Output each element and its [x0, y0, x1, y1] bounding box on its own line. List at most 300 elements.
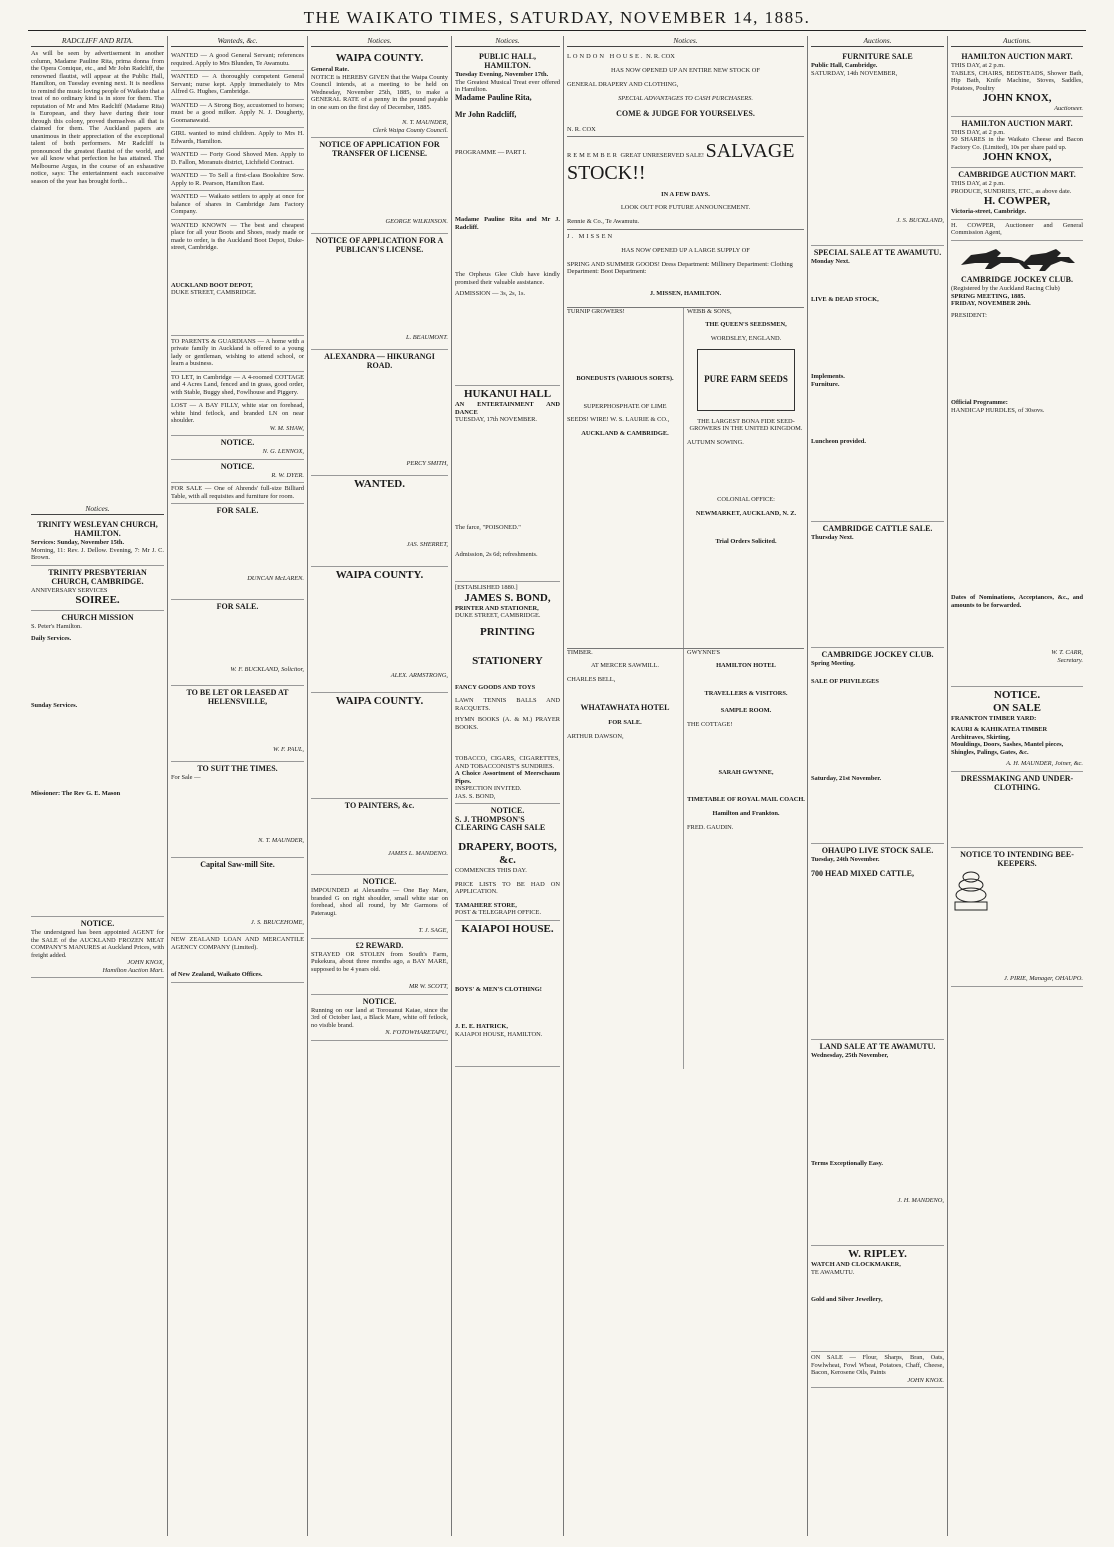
ad-title: NOTICE. [993, 688, 1041, 701]
ad-subtitle: J. E. E. HATRICK, [455, 1023, 508, 1030]
ad-title: WEBB & SONS, [687, 307, 732, 315]
ad-subtitle: Services: Sunday, November 15th. [31, 539, 125, 546]
ad-laurie [567, 308, 684, 648]
article-body: As will be seen by advertisement in another column, Madame Pauline Rita, prima donna from the Opera Comique, etc., and Mr John Radcliff, the renowned flautist, will appear at the Public Hall, Hamilton, on Tuesday evening next. It is needless to remind the music loving people of Waikato that a treat of no ordinary kind is in store for them. The reputation of Mr and Mrs Radcliff (Madame Rita) is European, and they have during their tour through this colony, proved themselves all that is claimed for them. The Auckland papers are unanimous in their appreciation of the exceptional talent of both performers. Mr Radcliff is pronounced the greatest flautist of the world, and we all know what perfection he has attained. The Melbourne Argus, in the course of an exhaustive notice, says: The entertainment each successive season of the year has brought forth... [31, 50, 164, 185]
ad-subtitle: POST & TELEGRAPH OFFICE. [455, 909, 542, 916]
ad-subtitle: BONEDUSTS (VARIOUS SORTS). [576, 375, 674, 383]
ad-signature: N. G. LENNOX, [262, 448, 304, 455]
ad-signature: PERCY SMITH, [406, 460, 448, 467]
ad-title: TO BE LET OR LEASED AT HELENSVILLE, [186, 688, 289, 706]
ad-cambridge-mart [951, 168, 1083, 220]
column-heading: Notices. [567, 36, 804, 47]
ad-title: LONDON HOUSE. [567, 53, 645, 60]
ad-text: PRODUCE, SUNDRIES, ETC., as above date. [951, 187, 1072, 195]
ad-signature: N. T. MAUNDER, [258, 836, 304, 844]
ad-notice [171, 436, 304, 460]
ad-signature: R. W. DYER. [271, 471, 304, 479]
ad-subtitle: Monday Next. [811, 258, 850, 265]
ad-title: SALVAGE STOCK!! [567, 140, 795, 185]
column-1 [28, 36, 168, 1536]
ad-subtitle: IN A FEW DAYS. [661, 190, 710, 198]
ad-impounded [311, 875, 448, 939]
ad-subtitle: S. J. THOMPSON'S [455, 815, 525, 824]
column-heading: Auctions. [811, 36, 944, 47]
ad-parents [171, 336, 304, 372]
ad-text: The farce, "POISONED." [455, 523, 521, 531]
ad-signature: JAS. SHERRET, [406, 541, 448, 548]
ad-text: WANTED — Forty Good Shoved Men. Apply to D. Fallon, Moranuis district, Lichfield Contract. [171, 151, 304, 166]
ad-mart-2 [951, 117, 1083, 169]
ad-title: J. MISSEN [567, 232, 615, 240]
ad-signature: Hamilton Auction Mart. [102, 966, 164, 974]
ad-notice [171, 460, 304, 484]
ad-subtitle: DUKE STREET, CAMBRIDGE. [455, 612, 541, 619]
column-heading: RADCLIFF AND RITA. [31, 36, 164, 47]
ad-subtitle: SARAH GWYNNE, [718, 768, 774, 776]
ad-subtitle: Architraves, Skirting, [951, 733, 1011, 741]
ad-rennie [567, 137, 804, 230]
ad-alexandra-road [311, 350, 448, 476]
ad-signature: JAS. S. BOND, [455, 792, 496, 800]
ad-highlight: SEEDS! [567, 416, 589, 424]
ad-text: The Greatest Musical Treat ever offered in Hamilton. [455, 78, 560, 93]
ad-subtitle: Mouldings, Doors, Sashes, Mantel pieces, [951, 741, 1064, 748]
column-heading: Wanteds, &c. [171, 36, 304, 47]
ad-signature: J. PIRIE, Manager, OHAUPO. [1004, 975, 1083, 982]
ad-highlight: Millinery Department: [711, 260, 769, 268]
ad-text: COME & JUDGE FOR YOURSELVES. [616, 109, 755, 119]
ad-text: Running on our land at Torouanui Kaiae, since the 3rd of October last, a Black Mare, white off fetlock, no visible brand. [311, 1006, 448, 1029]
ad-subtitle: 700 HEAD MIXED CATTLE, [811, 868, 914, 878]
ad-subtitle: SALE OF PRIVILEGES [811, 677, 879, 685]
racehorse-icon [951, 243, 1079, 273]
ad-title: CAMBRIDGE JOCKEY CLUB. [961, 275, 1073, 284]
ad-text: WANTED — A Strong Boy, accustomed to horses; must be a good milker. Apply N. J. Dougherty, Goomanawaid. [171, 101, 304, 124]
ad-sawmill [171, 858, 304, 934]
ad-subtitle: General Rate. [311, 66, 349, 73]
ad-special-sale [811, 246, 944, 522]
ad-title: OHAUPO LIVE STOCK SALE. [821, 846, 934, 855]
ad-subtitle: Saturday, 21st November. [811, 775, 882, 782]
ad-subtitle: Implements. [811, 373, 845, 380]
ad-subtitle: KAIAPOI HOUSE, HAMILTON. [455, 1030, 543, 1038]
ad-title: FURNITURE SALE [842, 52, 913, 61]
ad-split [567, 308, 804, 649]
ad-signature: Auctioneer. [1054, 105, 1083, 112]
ad-title: HAMILTON AUCTION MART. [961, 52, 1073, 61]
ad-title: FOR SALE. [216, 602, 259, 611]
ad-dressmaking [951, 772, 1083, 848]
ad-text: SPECIAL ADVANTAGES TO CASH PURCHASERS. [618, 94, 753, 102]
ad-split-2 [567, 649, 804, 1069]
ad-kaiapoi [455, 921, 560, 1067]
ad-hukanui [455, 386, 560, 582]
ad-bond [455, 582, 560, 804]
ad-signature: W. T. CARR, [1051, 649, 1083, 656]
ad-title: NOTICE. [220, 461, 255, 471]
ad-subtitle: J. MISSEN, HAMILTON. [649, 289, 722, 297]
ad-subtitle: Trial Orders Solicited. [715, 537, 777, 545]
ad-text: WANTED — Waikato settlers to apply at once for balance of shares in Cambridge Jam Factory Company. [171, 193, 304, 215]
column-2 [168, 36, 308, 1536]
ad-text: [ESTABLISHED 1880.] [455, 584, 518, 591]
ad-subtitle: COMMENCES THIS DAY. [455, 867, 527, 874]
ad-title: HAMILTON AUCTION MART. [961, 118, 1073, 128]
ad-signature: J. H. MANDENO, [897, 1197, 944, 1204]
ad-title: TURNIP GROWERS! [567, 307, 625, 315]
ad-signature: FRED. GAUDIN. [687, 824, 734, 832]
ad-highlight: AUTUMN SOWING. [687, 438, 744, 446]
ad-signature: CHARLES BELL, [567, 676, 616, 684]
ad-title: GREAT UNRESERVED SALE! [620, 152, 704, 160]
ad-subtitle: LIVE & DEAD STOCK, [811, 295, 879, 303]
ad-for-sale [171, 504, 304, 600]
ad-title: WANTED. [353, 478, 406, 490]
ad-wanted [311, 476, 448, 567]
ad-subtitle: WORDSLEY, ENGLAND. [710, 335, 782, 343]
ad-let [171, 372, 304, 401]
ad-text: PRICE LISTS TO BE HAD ON APPLICATION. [455, 880, 560, 895]
ad-subtitle: Missioner: The Rev G. E. Mason [31, 789, 121, 797]
ad-lost [171, 400, 304, 436]
ad-title: JAMES S. BOND, [464, 591, 551, 604]
ad-subtitle: THIS DAY, at 2 p.m. [951, 128, 1005, 136]
ad-subtitle: WATCH AND CLOCKMAKER, [811, 1261, 901, 1268]
ad-signature: W. F. BUCKLAND, Solicitor, [230, 666, 304, 673]
ad-highlight: Clothing Department: [567, 260, 793, 276]
ad-subtitle: Daily Services. [31, 634, 72, 642]
ad-helensville [171, 686, 304, 762]
ad-title: NOTICE OF APPLICATION FOR TRANSFER OF LICENSE. [319, 140, 440, 158]
ad-waipa-county [311, 567, 448, 693]
ad-text: LOOK OUT FOR FUTURE ANNOUNCEMENT. [620, 204, 751, 212]
ad-text: LOST — A BAY FILLY, white star on forehead, white hind fetlock, and branded LN on near shoulder. [171, 402, 304, 424]
ad-footer: of New Zealand, Waikato Offices. [171, 971, 263, 978]
ad-subtitle: FOR SALE. [608, 719, 642, 727]
ad-mart-1 [951, 50, 1083, 117]
ad-text: 50 SHARES in the Waikato Cheese and Bacon Factory Co. (Limited), 10s per share paid up. [951, 136, 1083, 151]
ad-highlight: Rennie & Co., Te Awamutu. [567, 218, 640, 226]
ad-title: ALEXANDRA — HIKURANGI ROAD. [324, 352, 435, 370]
ad-text: WANTED KNOWN — The best and cheapest place for all your Boots and Shoes, ready made or made to order, is the Auckland Boot Depot, Duke-street, Cambridge. [171, 221, 304, 251]
ad-ohaupo [811, 844, 944, 1040]
ad-highlight: THE COTTAGE! [687, 721, 733, 729]
ad-subtitle: FANCY GOODS AND TOYS [455, 683, 536, 691]
ad-signature: J. S. BRUCEHOME, [250, 919, 304, 926]
column-7 [948, 36, 1086, 1536]
ad-title: NOTICE. [80, 919, 115, 928]
ad-text: WANTED — A good General Servant; references required. Apply to Mrs Blunden, Te Awamutu. [171, 52, 304, 67]
ad-notice [31, 917, 164, 978]
ad-signature: W. M. SHAW, [269, 424, 304, 432]
ad-title: TIMBER. [567, 648, 593, 656]
ad-subtitle: Furniture. [811, 380, 840, 388]
ad-subtitle: AT MERCER SAWMILL. [590, 662, 660, 670]
ad-title: KAIAPOI HOUSE. [461, 922, 554, 935]
ad-highlight: SOIREE. [75, 594, 120, 606]
column-3 [308, 36, 452, 1536]
ad-subtitle: PRESIDENT: [951, 311, 987, 319]
ad-subtitle: Victoria-street, Cambridge. [951, 208, 1027, 215]
ad-title: TRINITY PRESBYTERIAN CHURCH, CAMBRIDGE. [48, 567, 147, 586]
ad-subtitle: For Sale — [171, 774, 201, 781]
ad-signature: ARTHUR DAWSON, [567, 733, 624, 741]
ad-subtitle: COLONIAL OFFICE: [717, 496, 775, 504]
ad-signature: JOHN KNOX, [982, 92, 1052, 104]
ad-subtitle: Mr John Radcliff, [455, 110, 517, 119]
ad-subtitle: Tuesday, 24th November. [811, 856, 880, 863]
ad-thompson [455, 804, 560, 921]
ad-subtitle: HAMILTON HOTEL [716, 662, 776, 670]
ad-land-sale [811, 1040, 944, 1246]
ad-nz-loan [171, 934, 304, 983]
ad-title: NOTICE. [362, 877, 397, 886]
ad-subtitle: AUCKLAND & CAMBRIDGE. [581, 430, 669, 438]
ad-signature: J. S. BUCKLAND, [896, 217, 944, 224]
ad-title: REMEMBER [567, 152, 619, 160]
ad-text: A Choice Assortment of Meerschaum Pipes. [455, 770, 560, 785]
ad-text: NEW ZEALAND LOAN AND MERCANTILE AGENCY COMPANY (Limited). [171, 936, 304, 951]
ad-title: W. RIPLEY. [848, 1248, 907, 1260]
ad-boots [171, 220, 304, 336]
ad-subtitle: SUPERPHOSPHATE OF LIME [583, 402, 667, 410]
ad-cowper [951, 220, 1083, 241]
ad-for-sale [171, 600, 304, 686]
masthead: THE WAIKATO TIMES, SATURDAY, NOVEMBER 14, 1885. [28, 6, 1086, 31]
ad-title: LAND SALE AT TE AWAMUTU. [819, 1042, 936, 1051]
ad-text: The undersigned has been appointed AGENT for the SALE of the AUCKLAND FROZEN MEAT COMPANY'S MANURES at Auckland Prices, with freight added. [31, 929, 164, 959]
ad-onsale [811, 1352, 944, 1388]
ad-concert [455, 50, 560, 386]
ad-highlight: GENERAL DRAPERY AND CLOTHING, [567, 80, 679, 88]
seed-emblem [697, 349, 795, 411]
ad-subtitle: Hamilton and Frankton. [712, 810, 780, 818]
ad-title: W. S. LAURIE & CO., [610, 416, 670, 424]
ad-signature: JOHN KNOX, [127, 959, 164, 966]
ad-signature: N. FOTOWHARETAPU, [385, 1029, 448, 1036]
ad-timber [567, 649, 684, 1069]
ad-signature: GEORGE WILKINSON. [385, 218, 448, 225]
ad-subtitle: DUKE STREET, CAMBRIDGE. [171, 289, 257, 296]
ad-wanted [171, 50, 304, 71]
ad-waipa-county [311, 693, 448, 799]
ad-signature: W. F. PAUL, [273, 746, 304, 753]
ad-title: SPECIAL SALE AT TE AWAMUTU. [813, 248, 942, 257]
section-heading: Notices. [31, 504, 164, 515]
ad-subtitle: Madame Pauline Rita and Mr J. Radcliff. [455, 216, 560, 231]
ad-wanted [171, 100, 304, 129]
ad-subtitle: Luncheon provided. [811, 438, 866, 445]
ad-text: FOR SALE — One of Ahrends' full-size Billiard Table, with all requisites and furniture for room. [171, 485, 304, 500]
ad-license [311, 138, 448, 234]
ad-furniture-sale [811, 50, 944, 246]
emblem-text: PURE FARM SEEDS [704, 374, 788, 385]
ad-text: Morning, 11: Rev. J. Dellow. Evening, 7: Mr J. C. Brown. [31, 546, 164, 561]
ad-text: ON SALE — Flour, Sharps, Bran, Oats, Fowlwheat, Fowl Wheat, Potatoes, Chaff, Cheese, Bacon, Kerosene Oils, Paints [811, 1354, 944, 1376]
ad-title: CHURCH MISSION [61, 613, 134, 622]
ad-title: WAIPA COUNTY. [335, 695, 424, 707]
ad-text: IMPOUNDED at Alexandra — One Bay Mare, branded G on right shoulder, small white star on forehead, shod all round, by Mr Garmons of Pateraugi. [311, 887, 448, 917]
ad-subtitle: Dates of Nominations, Acceptances, &c., and amounts to be forwarded. [951, 594, 1083, 609]
ad-subtitle: SPRING MEETING, 1885. [951, 292, 1026, 300]
ad-suit-times [171, 762, 304, 858]
ad-title: NOTICE. [220, 438, 255, 447]
ad-subtitle: Terms Exceptionally Easy. [811, 1159, 884, 1167]
ad-notice [311, 995, 448, 1041]
ad-wanted [171, 191, 304, 220]
ad-subtitle: PRINTER AND STATIONER, [455, 604, 539, 612]
ad-title: SPRING AND SUMMER GOODS! [567, 260, 660, 268]
ad-subtitle: Sunday Services. [31, 702, 78, 709]
ad-text: TOBACCO, CIGARS, CIGARETTES, AND TOBACCONIST'S SUNDRIES. [455, 755, 560, 770]
ad-highlight: PRINTING [479, 625, 535, 638]
ad-frankton [951, 687, 1083, 772]
ad-highlight: Boot Department: [600, 268, 647, 276]
ad-subtitle: TRAVELLERS & VISITORS. [704, 689, 788, 697]
ad-text: INSPECTION INVITED. [455, 785, 522, 792]
ad-subtitle: Thursday Next. [811, 534, 854, 541]
ad-jockey-privileges [811, 648, 944, 844]
ad-title: NOTICE OF APPLICATION FOR A PUBLICAN'S LICENSE. [315, 236, 444, 254]
ad-subtitle: THIS DAY, at 2 p.m. [951, 180, 1005, 187]
ad-bee-keepers [951, 848, 1083, 987]
column-4 [452, 36, 564, 1536]
ad-ripley [811, 1246, 944, 1352]
ad-subtitle: CLEARING CASH SALE [455, 822, 546, 832]
ad-publican [311, 234, 448, 350]
ad-text: Admission, 2s 6d; refreshments. [455, 551, 538, 558]
ad-text: HAS NOW OPENED UP A LARGE SUPPLY OF [621, 246, 750, 254]
ad-text: (Registered by the Auckland Racing Club) [951, 285, 1060, 292]
ad-title: TO PAINTERS, &c. [344, 801, 415, 810]
ad-title: WAIPA COUNTY. [335, 52, 424, 64]
ad-text: NOTICE is HEREBY GIVEN that the Waipa County Council intends, at a meeting to be held on Wednesday, November 25th, 1885, to make a GENERAL RATE of a penny in the pound payable in one sum on the first day of December, 1885. [311, 73, 448, 111]
ad-subtitle: Madame Pauline Rita, [455, 92, 532, 102]
ad-trinity [31, 518, 164, 566]
beehive-icon [951, 869, 991, 913]
ad-text: TO PARENTS & GUARDIANS — A home with a private family in Auckland is offered to a young lady or gentleman, wishing to attend school, or learn a business. [171, 337, 304, 367]
ad-signature: N. T. MAUNDER, [402, 119, 448, 126]
ad-signature: Clerk Waipa County Council. [372, 126, 448, 134]
ad-subtitle: Spring Meeting. [811, 660, 856, 667]
ad-subtitle: THIS DAY, at 2 p.m. [951, 62, 1005, 69]
ad-text: H. COWPER, Auctioneer and General Commission Agent, [951, 221, 1083, 236]
ad-title: Capital Saw-mill Site. [200, 860, 275, 869]
ad-title: PUBLIC HALL, HAMILTON. [479, 52, 536, 70]
ad-title: NOTICE TO INTENDING BEE-KEEPERS. [960, 849, 1074, 868]
ad-signature: JAMES L. MANDENO. [388, 850, 448, 857]
ad-signature: DUNCAN McLAREN. [247, 575, 304, 582]
ad-subtitle: BOYS' & MEN'S CLOTHING! [455, 985, 542, 993]
ad-subtitle: KAURI & KAHIKATEA TIMBER [951, 726, 1048, 733]
ad-title: CAMBRIDGE CATTLE SALE. [822, 524, 933, 533]
ad-signature: JOHN KNOX, [982, 151, 1052, 163]
ad-subtitle: AN ENTERTAINMENT AND DANCE [455, 401, 560, 416]
ad-text: WANTED — To Sell a first-class Bookshire Sow. Apply to R. Pearson, Hamilton East. [171, 172, 304, 187]
ad-subtitle: TUESDAY, 17th NOVEMBER. [455, 416, 538, 423]
ad-painters [311, 799, 448, 875]
ad-subtitle: Gold and Silver Jewellery, [811, 1296, 883, 1303]
ad-subtitle: Shingles, Palings, Gates, &c. [951, 748, 1029, 756]
ad-title: NOTICE. [490, 806, 525, 815]
column-heading: Auctions. [951, 36, 1083, 47]
column-5 [564, 36, 808, 1536]
ad-subtitle: TAMAHERE STORE, [455, 901, 517, 909]
ad-text: HANDICAP HURDLES, of 30sovs. [951, 406, 1045, 414]
ad-title: ON SALE [993, 701, 1041, 714]
column-heading: Notices. [455, 36, 560, 47]
ad-subtitle: FRANKTON TIMBER YARD: [951, 714, 1037, 722]
ad-title: TRINITY WESLEYAN CHURCH, HAMILTON. [37, 520, 158, 538]
ad-mission [31, 611, 164, 917]
ad-london-house [567, 50, 804, 137]
ad-title: NOTICE. [362, 996, 397, 1006]
ad-subtitle: THE QUEEN'S SEEDSMEN, [705, 321, 787, 329]
column-heading: Notices. [311, 36, 448, 47]
ad-signature: JOHN KNOX. [907, 1376, 944, 1384]
ad-jockey-club [951, 241, 1083, 687]
ad-title: CAMBRIDGE JOCKEY CLUB. [821, 650, 934, 659]
ad-highlight: STATIONERY [472, 654, 543, 667]
ad-cattle-sale [811, 522, 944, 648]
ad-title: CAMBRIDGE AUCTION MART. [958, 170, 1076, 179]
ad-title: N. R. COX [646, 53, 675, 60]
ad-text: HYMN BOOKS (A. & M.) PRAYER BOOKS. [455, 716, 560, 731]
column-6 [808, 36, 948, 1536]
ad-subtitle: NEWMARKET, AUCKLAND, N. Z. [695, 510, 797, 518]
ad-subtitle: Tuesday Evening, November 17th. [455, 71, 549, 78]
ad-text: WANTED — A thoroughly competent General Servant; nurse kept. Apply immediately to Mrs Alfred G. Hughes, Cambridge. [171, 73, 304, 95]
ad-signature: H. COWPER, [983, 195, 1051, 207]
ad-signature: T. J. SAGE, [418, 927, 448, 934]
ad-subtitle: SAMPLE ROOM. [720, 707, 772, 715]
ad-reward [311, 939, 448, 995]
ad-missen [567, 230, 804, 308]
ad-signature: Secretary. [1057, 656, 1083, 664]
ad-text: GIRL wanted to mind children. Apply to Mrs H. Edwards, Hamilton. [171, 130, 304, 145]
ad-text: ADMISSION — 3s, 2s, 1s. [455, 290, 526, 297]
ad-highlight: DRAPERY, BOOTS, &c. [458, 841, 557, 866]
ad-billiard [171, 483, 304, 504]
ad-wanted [171, 149, 304, 170]
ad-title: FOR SALE. [216, 506, 259, 515]
ad-title: £2 REWARD. [355, 940, 404, 950]
ad-gwynne [687, 649, 805, 1069]
ad-highlight: Dress Department: [661, 260, 710, 268]
ad-highlight: WIRE! [590, 416, 609, 424]
ad-signature: A. H. MAUNDER, Joiner, &c. [1006, 760, 1083, 767]
ad-wanted [171, 71, 304, 100]
ad-waipa-rate [311, 50, 448, 138]
ad-text: TABLES, CHAIRS, BEDSTEADS, Shower Bath, Hip Bath, Knife Machine, Stoves, Saddles, Potatoes, Poultry [951, 69, 1083, 92]
ad-wanted [171, 128, 304, 149]
ad-title: GWYNNE'S [687, 648, 721, 656]
ad-title: HUKANUI HALL [463, 388, 552, 400]
ad-subtitle: TE AWAMUTU. [811, 1268, 855, 1276]
ad-subtitle: PROGRAMME — PART I. [455, 148, 527, 156]
ad-text: The Orpheus Glee Club have kindly promised their valuable assistance. [455, 271, 560, 286]
ad-subtitle: SATURDAY, 14th NOVEMBER, [811, 69, 898, 77]
ad-title: DRESSMAKING AND UNDER-CLOTHING. [960, 773, 1074, 792]
ad-subtitle: ANNIVERSARY SERVICES [31, 586, 108, 594]
ad-title: WAIPA COUNTY. [335, 569, 424, 581]
ad-subtitle: Public Hall, Cambridge. [811, 62, 878, 69]
ad-text: STRAYED OR STOLEN from South's Farm, Pukekura, about three months ago, a BAY MARE, supposed to be 4 years old. [311, 950, 448, 973]
ad-signature: ALEX. ARMSTRONG, [390, 672, 448, 679]
ad-subtitle: Wednesday, 25th November, [811, 1052, 889, 1059]
ad-text: TO LET, in Cambridge — A 4-roomed COTTAGE and 4 Acres Land, fenced and in grass, good order, with Stable, Buggy shed, Fowlhouse and Piggery. [171, 373, 304, 396]
ad-signature: L. BEAUMONT. [406, 334, 448, 341]
